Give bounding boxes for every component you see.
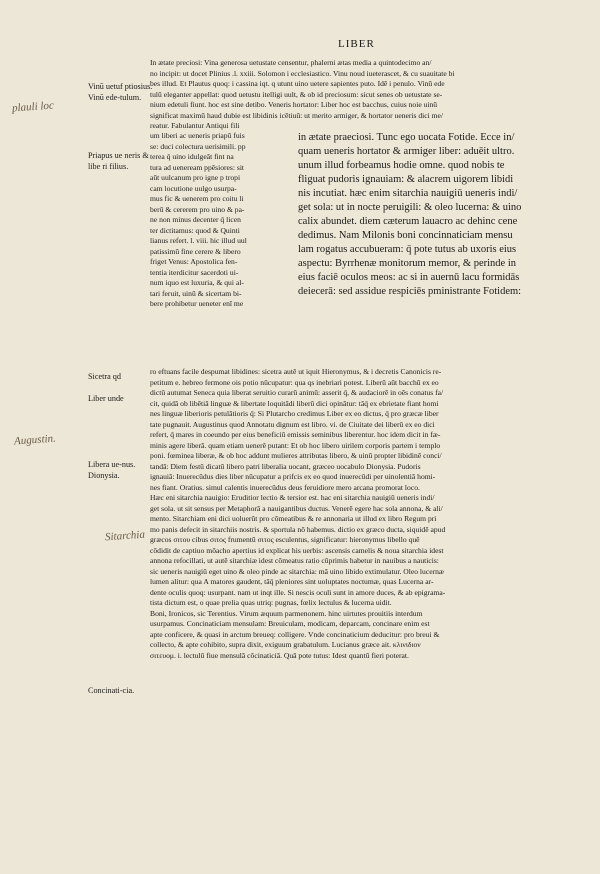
text-line: calix abundet. diem cæterum lauacro ac dehinc cene (298, 216, 518, 227)
text-line: nis incutiat. hæc enim sitarchia nauigiū ueneris indi/ (298, 188, 518, 199)
text-line: sic ueneris nauigiū eget uino & oleo pinde ac sitarchia: mā uino libido extimulatur. Oleo lucernæ (150, 566, 444, 576)
text-line: cam locutione uulgo usurpa- (150, 183, 237, 193)
text-line: tentia iterdicitur sacerdoti ui- (150, 267, 239, 277)
text-line: dictū autumat Seneca quia liberat seruitio curarū animū: asserit q̄, & audaciorē in oēs conatus fa/ (150, 388, 444, 397)
main-text-column (298, 131, 580, 299)
text-line: aūt uulcanum pro igne p tropi (150, 173, 241, 182)
text-line: ne non minus decenter q̄ licen (150, 215, 241, 224)
text-line: se: duci colectura uerisimili. pp (150, 141, 246, 151)
text-line: minis agere liberā. quam etiam uenerē putant: Et ob hoc libero uirilem corporis partem i templo (150, 440, 441, 450)
text-line: mus fic & uenerem pro coitu li (150, 194, 244, 203)
text-line: um liberi ac ueneris priapū fuis (150, 131, 245, 140)
text-line: mento. Sitarchiam eni dici uoluerūt pro cōmeatibus & re annonaria ut illud ex libro Regum pri (150, 514, 437, 523)
text-line: Hæc eni sitarchia nauigio: Eruditior lectio & tersior est. hac eni sitarchia nauigiū ueneris indi/ (150, 493, 435, 502)
text-line: get sola. ut sit sensus per Metaphorā a nauigantibus ductus. Venerē egere hac sola annona, & ali/ (150, 503, 443, 513)
text-line: ignauiā: Inuerecūdus dies liber nūcupatur a prifcis ex eo quod inuerecūdi per uinolentiā homi- (150, 472, 436, 481)
margin-note-priapus: Priapus ue neris & libe ri filius. (88, 151, 149, 171)
text-line: ro eftuans facile despumat libidines: sicetra autē ut iquit Hieronymus, & i decretis Canonicis re- (150, 367, 442, 376)
text-line: lianus refert. l. viii. hic illud uul (150, 236, 247, 245)
text-line: eius faciē oculos meos: ac si in auernū lacu formidās (298, 272, 520, 283)
text-line: usurpamus. Concinaticiam mensulam: Breuiculam, modicam, deparcam, concinare enim est (150, 619, 430, 628)
handwritten-note-sitarchia: Sitarchia (104, 528, 146, 544)
text-line: aspectu: Byrrhenæ monitorum memor, & perinde in (298, 258, 516, 269)
text-line: in ætate praeciosi. Tunc ego uocata Fotide. Ecce in/ (298, 132, 515, 143)
text-line: Boni, Ironicos, sic Terentius. Virum æquum parmenonem. hinc uirtutes prouitiis interdum (150, 608, 423, 618)
text-line: dedimus. Nam Milonis boni concinnaticiam mensu (298, 230, 513, 241)
text-line: annona refocillati, ut autē sitarchiæ idest cōmeatus ratio cūprimis habetur in nauibus a nauticis: (150, 556, 439, 565)
text-line: poni. fœminea liberæ, & ob hoc addunt mulieres attributas libero, & uinū propter libidinē conci/ (150, 451, 442, 460)
text-line: græcos σιτου cibus σιτος frumentū σιτος esculentus, significatur: hieronymus libello quē (150, 535, 420, 544)
left-commentary-column (150, 131, 290, 310)
page-header: LIBER (338, 38, 375, 50)
text-line: tura ad ueneream ppēsiores: sit (150, 162, 245, 172)
text-line: lam rogatus accubueram: q̄ pote tutus ab uxoris eius (298, 244, 517, 255)
text-line: cōdidit de captiuo mōacho apertius id explicat his uerbis: ascensis camelis & noua sitarchia idest (150, 545, 444, 555)
margin-note-vinu: Vinū uetuf ptiosius. Vinū ede-tulum. (88, 82, 153, 102)
margin-note-sicetra: Sicetra qd (88, 372, 121, 381)
text-line: friget Venus: Apostolica fen- (150, 257, 238, 266)
text-line: bes illud. Et Plautus quoq: i cassina iqt. q utunt uino uetere sapientes puto. Idē i penulo. Vinū ede (150, 79, 445, 88)
text-line: reatur. Fabulantur Antiqui fili (150, 121, 240, 130)
text-line: tate pugnauit. Augustinus quod Annotatu dignum est libro. vi. de Ciuitate dei liberū ex eo dici (150, 419, 435, 429)
margin-note-liber: Liber unde (88, 394, 124, 403)
handwritten-note-plauti: plauli loc (11, 99, 55, 115)
text-line: nes linguæ liberioris petulātioris q̄: Si Plutarcho credimus Liber ex eo dictus, q̄ pro græcæ liber (150, 409, 439, 418)
text-line: In ætate preciosi: Vina generosa uetustate censentur, phalerni ætas media a quintodecimo an/ (150, 58, 432, 67)
text-line: patissimū fine cerere & libero (150, 246, 241, 256)
text-line: terea q̄ uino idulgeāt fint na (150, 152, 234, 161)
text-line: tari feruit, uinū & sicertam bi- (150, 288, 242, 298)
text-line: tista dictum est, o quae prelia quas utriq: pugnas, fœlix lectulus & lucerna uidit. (150, 598, 392, 607)
text-line: ter dictitamus: quod & Quinti (150, 225, 240, 235)
text-line: significat maximū haud dubie est libidinis icētiuū: ut merito armiger, & hortator ueneris dici me/ (150, 110, 444, 120)
handwritten-note-augustin: Augustin. (13, 432, 57, 448)
text-line: bere prohibetur ueneter enī me (150, 299, 244, 308)
text-line: dente oculis quoq: usurpant. nam ut inqt ille. Si nescis oculi sunt in amore duces, & ab epigrama- (150, 587, 446, 597)
text-line: no incipit: ut docet Plinius .l. xxiii. Solomon i ecclesiastico. Vinu noud iueterascet, & cu suauitate bi (150, 68, 455, 78)
text-line: deiecerā: sed assidue respiciēs pministrante Fotidem: (298, 286, 522, 297)
text-line: mo panis defecit in sitarchiis nostris. & sportula nō habemus. dictio ex græco ducta, siquidē apud (150, 524, 446, 534)
text-line: nes fiant. Oratius. simul calentis inuerecūdus deus feruidiore mero arcana promorat loco. (150, 482, 420, 492)
text-line: nium edetuli fiunt. hoc est sine detibo. Veneris hortator: Liber hoc est bacchus, cuius noie uinū (150, 100, 438, 109)
text-line: tandā: Diem festū dicatū libero patri liberalia uocant, græceo uocabulo Dionysia. Pudoris (150, 461, 421, 471)
text-line: petitum e. hebreo fermone ois potio nūcupatur: qua qs inebriari potest. Liberū aūt bacchū ex eo (150, 377, 439, 387)
margin-note-concinati: Concinati-cia. (88, 686, 135, 695)
text-line: num iquo est luxuria, & qui al- (150, 278, 244, 287)
top-commentary (150, 58, 570, 132)
text-line: tulū eleganter appellat: quod uetustu itelligi uult, & ob id preciosum: sicut senes ob uetustate se- (150, 89, 443, 99)
text-line: collecto, & apte cohibito, supra dixit, exiguum grabatulum. Lucianus græce ait. κλινιδιον (150, 640, 421, 649)
text-line: refert, q̄ mares in coeundo per eius beneficiū emissis seminibus liberentur. hoc idem dicit in fæ- (150, 430, 441, 439)
text-line: apte conficere, & quasi in arctum breueq: colligere. Vnde concinaticium deducitur: pro breui & (150, 629, 440, 639)
text-line: σιτευομ. i. lectulū fiue mensulā cōcinaticiā. Quā pote tutus: Idest quantū fieri poterat. (150, 650, 409, 660)
bottom-commentary (150, 367, 570, 661)
text-line: cit, quidā ob libētiā linguæ & libertate loquitādi liberū dici opinātur: tāq̄ ex ebrietate fiant homi (150, 398, 439, 408)
text-line: lumen alitur: qua A matores gaudent, tāq̄ pleniores sint uoluptates noctumæ, quas Lucerna ar- (150, 577, 434, 586)
text-line: unum illud forbeamus hodie omne. quod nobis te (298, 160, 505, 171)
text-line: berū & cererem pro uino & pa- (150, 204, 245, 214)
text-line: quam ueneris hortator & armiger liber: aduēit ultro. (298, 146, 515, 157)
text-line: get sola: ut in nocte peruigili: & oleo lucerna: & uino (298, 202, 522, 213)
margin-note-libera: Libera ue-nus. Dionysia. (88, 460, 136, 480)
text-line: fliguat pudoris ignauiam: & alacrem uigorem libidi (298, 174, 514, 185)
